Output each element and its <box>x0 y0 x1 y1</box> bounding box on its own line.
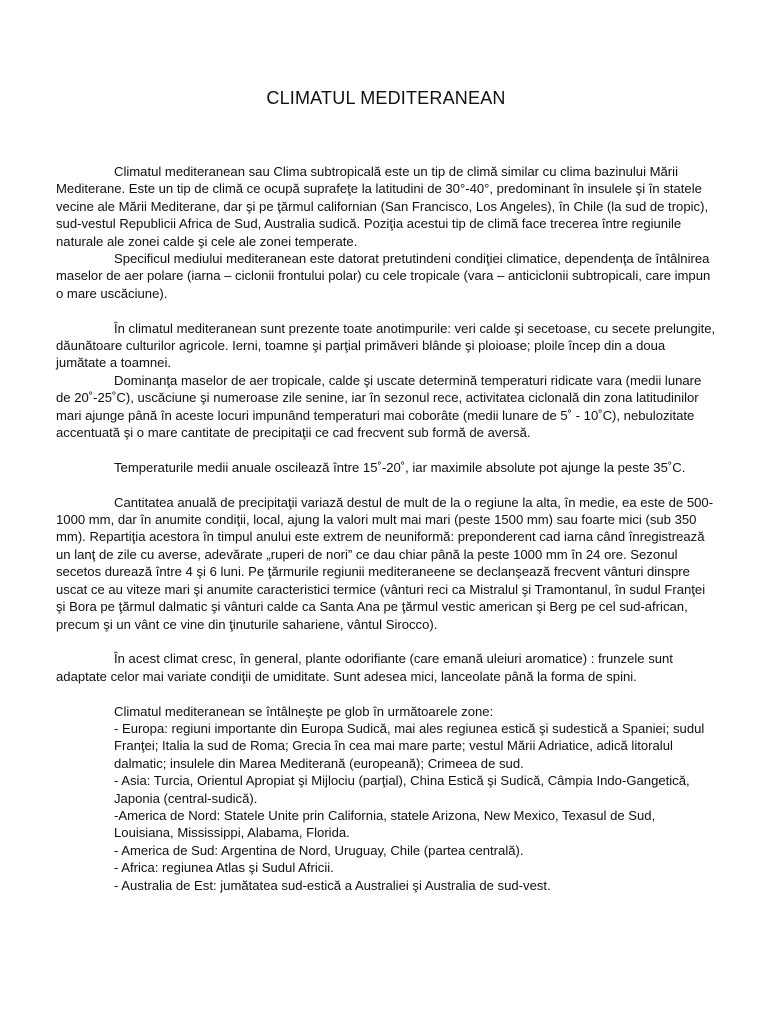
document-body <box>56 163 716 894</box>
paragraph-intro: Climatul mediteranean sau Clima subtropicală este un tip de climă similar cu clima bazinului Mării Mediterane. Este un tip de climă ce ocupă suprafeţe la latitudini de 30°-40°, predominant în insulele şi în statele vecine ale Mării Mediterane, dar şi pe ţărmul californian (San Francisco, Los Angeles), în Chile (la sud de tropic), sud-vestul Republicii Africa de Sud, Australia sudică. Poziţia acestui tip de climă face trecerea între regiunile naturale ale zonei calde şi cele ale zonei temperate. <box>56 164 709 249</box>
paragraph-spacer <box>56 441 716 458</box>
zone-item-australia: - Australia de Est: jumătatea sud-estică a Australiei şi Australia de sud-vest. <box>114 877 551 893</box>
zone-item-europe: - Europa: regiuni importante din Europa Sudică, mai ales regiunea estică şi sudestică a Spaniei; sudul Franţei; Italia la sud de Roma; Grecia în cea mai mare parte; vestul Mării Adriatice, adică litoralul dalmatic; insulele din Marea Mediterană (europeană); Crimeea de sud. <box>114 720 705 771</box>
document-title: CLIMATUL MEDITERANEAN <box>266 88 506 108</box>
paragraph-precipitation: Cantitatea anuală de precipitaţii variază destul de mult de la o regiune la alta, în medie, ea este de 500-1000 mm, dar în anumite condiţii, local, ajung la valori mult mai mari (peste 1500 mm) sau foarte mici (sub 350 mm). Repartiţia acestora în timpul anului este extrem de neuniformă: preponderent cad iarna când înregistrează un lanţ de zile cu averse, adevărate „ruperi de nori” ce dau chiar până la peste 1000 mm în 24 ore. Sezonul secetos durează între 4 şi 6 luni. Pe ţărmurile regiunii mediteraneene se declanşează frecvent vânturi dinspre uscat ce au viteze mari şi anumite caracteristici termice (vânturi reci ca Mistralul şi Tramontanul, în sudul Franţei şi Bora pe ţărmul dalmatic şi vânturi calde ca Santa Ana pe ţărmul vestic american şi Berg pe cel sud-african, precum şi un vânt ce vine din ţinuturile sahariene, vântul Sirocco). <box>56 494 714 632</box>
paragraph-vegetation: În acest climat cresc, în general, plante odorifiante (care emană uleiuri aromatice) : frunzele sunt adaptate celor mai variate condiţii de umiditate. Sunt adesea mici, lanceolate până la forma de spini. <box>56 651 673 684</box>
zone-item-asia: - Asia: Turcia, Orientul Apropiat şi Mijlociu (parţial), China Estică şi Sudică, Câmpia Indo-Gangetică, Japonia (central-sudică). <box>114 773 690 806</box>
paragraph-specific: Specificul mediului mediteranean este datorat pretutindeni condiţiei climatice, dependenţa de întâlnirea maselor de aer polare (iarna – ciclonii frontului polar) cu cele tropicale (vara – anticiclonii subtropicali, care impun o mare uscăciune). <box>56 251 711 301</box>
paragraph-zones-intro: Climatul mediteranean se întâlneşte pe glob în următoarele zone: <box>114 703 494 719</box>
zone-item-africa: - Africa: regiunea Atlas şi Sudul Africii. <box>114 860 334 876</box>
paragraph-spacer <box>56 302 716 319</box>
paragraph-spacer <box>56 633 716 650</box>
zone-item-north-america: -America de Nord: Statele Unite prin California, statele Arizona, New Mexico, Texasul de Sud, Louisiana, Mississippi, Alabama, Florida. <box>114 807 656 841</box>
paragraph-air-masses: Dominanţa maselor de aer tropicale, calde şi uscate determină temperaturi ridicate vara (medii lunare de 20˚-25˚C), uscăciune şi numeroase zile senine, iar în sezonul rece, activitatea ciclonală din zona latitudinilor mari ajunge până în aceste locuri impunând temperaturi mai coborâte (medii lunare de 5˚ - 10˚C), nebulozitate accentuată şi o mare cantitate de precipitaţii ce cad frecvent sub formă de aversă. <box>56 372 702 441</box>
paragraph-spacer <box>56 476 716 493</box>
paragraph-temperatures: Temperaturile medii anuale oscilează între 15˚-20˚, iar maximile absolute pot ajunge la peste 35˚C. <box>114 459 686 475</box>
paragraph-seasons: În climatul mediteranean sunt prezente toate anotimpurile: veri calde şi secetoase, cu secete prelungite, dăunătoare culturilor agricole. Ierni, toamne şi parţial primăveri blânde şi ploioase; ploile încep din a doua jumătate a toamnei. <box>56 320 716 371</box>
paragraph-spacer <box>56 685 716 702</box>
zone-item-south-america: - America de Sud: Argentina de Nord, Uruguay, Chile (partea centrală). <box>114 842 524 858</box>
